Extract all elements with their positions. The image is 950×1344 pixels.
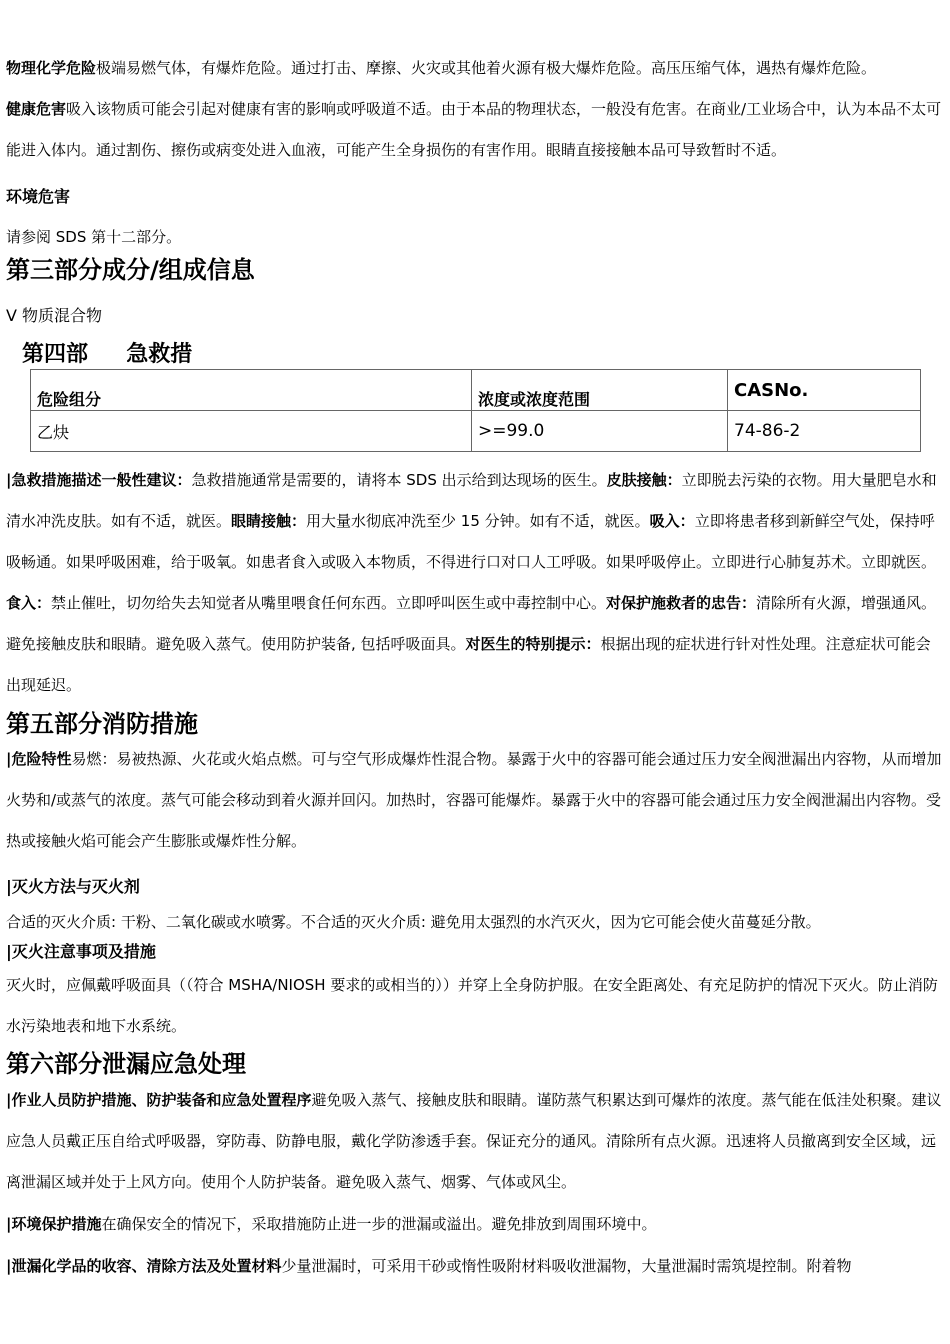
physchem-hazard-paragraph [6,48,944,89]
doctor-note-text: 根据出现的症状进行针对性处理。注意症状可能会出现延迟。 [6,635,931,694]
general-advice-label: 急救措施描述一般性建议： [11,471,192,489]
ingestion-text: 禁止催吐，切勿给失去知觉者从嘴里喂食任何东西。立即呼叫医生或中毒控制中心。 [51,594,607,612]
personnel-protection-paragraph: |作业人员防护措施、防护装备和应急处置程序避免吸入蒸气、接触皮肤和眼睛。谨防蒸气积累达到可爆炸的浓度。蒸气能在低洼处积聚。建议应急人员戴正压自给式呼吸器，穿防毒、防静电服，戴化学防渗透手套。保证充分的通风。清除所有点火源。迅速将人员撤离到安全区域，远离泄漏区域并处于上风方向。使用个人防护装备。避免吸入蒸气、烟雾、气体或风尘。 [6,1091,942,1191]
table-row [31,411,921,452]
physchem-hazard-label: 物理化学危险 [6,59,97,77]
firefighting-notice-text: 灭火时，应佩戴呼吸面具（（符合 MSHA/NIOSH 要求的或相当的））并穿上全身防护服。在安全距离处、有充足防护的情况下灭火。防止消防水污染地表和地下水系统。 [6,976,938,1035]
section5-title: 第五部分消防措施 [6,710,198,738]
skin-contact-label: 皮肤接触： [606,471,682,489]
health-hazard-paragraph [6,89,944,171]
ingestion-label: 食入： [6,594,52,612]
eye-contact-label: 眼睛接触： [231,512,307,530]
eye-contact-text: 用大量水彻底冲洗至少 15 分钟。如有不适，就医。 [306,512,650,530]
env-hazard-heading: 环境危害 [6,187,71,206]
header-component: 危险组分 [31,370,472,411]
extinguish-method-text: 合适的灭火介质: 干粉、二氧化碳或水喷雾。不合适的灭火介质: 避免用太强烈的水汽灭火，因为它可能会使火苗蔓延分散。 [6,913,821,931]
section6-title: 第六部分泄漏应急处理 [6,1050,246,1078]
rescuer-advice-label: 对保护施救者的忠告： [606,594,757,612]
table-header-row [31,370,921,411]
physchem-hazard-text: 极端易燃气体，有爆炸危险。通过打击、摩擦、火灾或其他着火源有极大爆炸危险。高压压缩气体，遇热有爆炸危险。 [96,59,877,77]
section3-title: 第三部分成分/组成信息 [6,256,255,284]
fire-hazard-paragraph: |危险特性易燃：易被热源、火花或火焰点燃。可与空气形成爆炸性混合物。暴露于火中的容器可能会通过压力安全阀泄漏出内容物，从而增加火势和/或蒸气的浓度。蒸气可能会移动到着火源并回闪。加热时，容器可能爆炸。暴露于火中的容器可能会通过压力安全阀泄漏出内容物。受热或接触火焰可能会产生膨胀或爆炸性分解。 [6,750,942,850]
personnel-protection-label: 作业人员防护措施、防护装备和应急处置程序 [11,1091,312,1109]
composition-table [30,369,921,452]
fire-hazard-label: 危险特性 [11,750,72,768]
section4-overlapping-title: 第四部 急救措 [22,342,193,367]
inhalation-label: 吸入： [649,512,695,530]
firefighting-notice-heading: |灭火注意事项及措施 [6,942,156,961]
spill-cleanup-text: 少量泄漏时，可采用干砂或惰性吸附材料吸收泄漏物，大量泄漏时需筑堤控制。附着物 [281,1257,852,1275]
cell-component: 乙炔 [31,411,472,452]
extinguish-method-title: 灭火方法与灭火剂 [11,877,140,896]
header-concentration: 浓度或浓度范围 [472,370,728,411]
env-protection-paragraph: |环境保护措施在确保安全的情况下，采取措施防止进一步的泄漏或溢出。避免排放到周围环境中。 [6,1215,657,1233]
health-hazard-text: 吸入该物质可能会引起对健康有害的影响或呼吸道不适。由于本品的物理状态，一般没有危害。在商业/工业场合中，认为本品不太可能进入体内。通过割伤、擦伤或病变处进入血液，可能产生全身损伤的有害作用。眼睛直接接触本品可导致暂时不适。 [6,100,942,159]
fire-hazard-text: 易燃：易被热源、火花或火焰点燃。可与空气形成爆炸性混合物。暴露于火中的容器可能会通过压力安全阀泄漏出内容物，从而增加火势和/或蒸气的浓度。蒸气可能会移动到着火源并回闪。加热时，容器可能爆炸。暴露于火中的容器可能会通过压力安全阀泄漏出内容物。受热或接触火焰可能会产生膨胀或爆炸性分解。 [6,750,942,850]
env-protection-label: 环境保护措施 [11,1215,102,1233]
inhalation-text: 立即将患者移到新鲜空气处，保持呼吸畅通。如果呼吸困难，给于吸氧。如患者食入或吸入本物质，不得进行口对口人工呼吸。如果呼吸停止。立即进行心肺复苏术。立即就医。 [6,512,937,571]
cell-concentration: >=99.0 [472,411,728,452]
mixture-note: V 物质混合物 [6,306,103,325]
extinguish-method-heading: |灭火方法与灭火剂 [6,877,140,896]
general-advice-text: 急救措施通常是需要的，请将本 SDS 出示给到达现场的医生。 [191,471,607,489]
first-aid-paragraph: |急救措施描述一般性建议：急救措施通常是需要的，请将本 SDS 出示给到达现场的医生。皮肤接触：立即脱去污染的衣物。用大量肥皂水和清水冲洗皮肤。如有不适，就医。眼睛接触：用大量水彻底冲洗至少 15 分钟。如有不适，就医。吸入：立即将患者移到新鲜空气处，保持呼吸畅通。如果呼吸困难，给于吸氧。如患者食入或吸入本物质，不得进行口对口人工呼吸。如果呼吸停止。立即进行心肺复苏术。立即就医。食入：禁止催吐，切勿给失去知觉者从嘴里喂食任何东西。立即呼叫医生或中毒控制中心。对保护施救者的忠告：清除所有火源，增强通风。避免接触皮肤和眼睛。避免吸入蒸气。使用防护装备, 包括呼吸面具。对医生的特别提示：根据出现的症状进行针对性处理。注意症状可能会出现延迟。 [6,471,937,694]
skin-contact-text: 立即脱去污染的衣物。用大量肥皂水和清水冲洗皮肤。如有不适，就医。 [6,471,937,530]
header-cas: CASNo. [728,370,921,411]
personnel-protection-text: 避免吸入蒸气、接触皮肤和眼睛。谨防蒸气积累达到可爆炸的浓度。蒸气能在低洼处积聚。建议应急人员戴正压自给式呼吸器，穿防毒、防静电服，戴化学防渗透手套。保证充分的通风。清除所有点火源。迅速将人员撤离到安全区域，远离泄漏区域并处于上风方向。使用个人防护装备。避免吸入蒸气、烟雾、气体或风尘。 [6,1091,942,1191]
env-protection-text: 在确保安全的情况下，采取措施防止进一步的泄漏或溢出。避免排放到周围环境中。 [101,1215,657,1233]
doctor-note-label: 对医生的特别提示： [465,635,601,653]
cell-cas: 74-86-2 [728,411,921,452]
spill-cleanup-paragraph: |泄漏化学品的收容、清除方法及处置材料少量泄漏时，可采用干砂或惰性吸附材料吸收泄漏物，大量泄漏时需筑堤控制。附着物 [6,1257,852,1275]
rescuer-advice-text: 清除所有火源，增强通风。避免接触皮肤和眼睛。避免吸入蒸气。使用防护装备, 包括呼吸面具。 [6,594,937,653]
firefighting-notice-title: 灭火注意事项及措施 [11,942,156,961]
env-hazard-text: 请参阅 SDS 第十二部分。 [6,228,182,246]
spill-cleanup-label: 泄漏化学品的收容、清除方法及处置材料 [11,1257,282,1275]
health-hazard-label: 健康危害 [6,100,67,118]
